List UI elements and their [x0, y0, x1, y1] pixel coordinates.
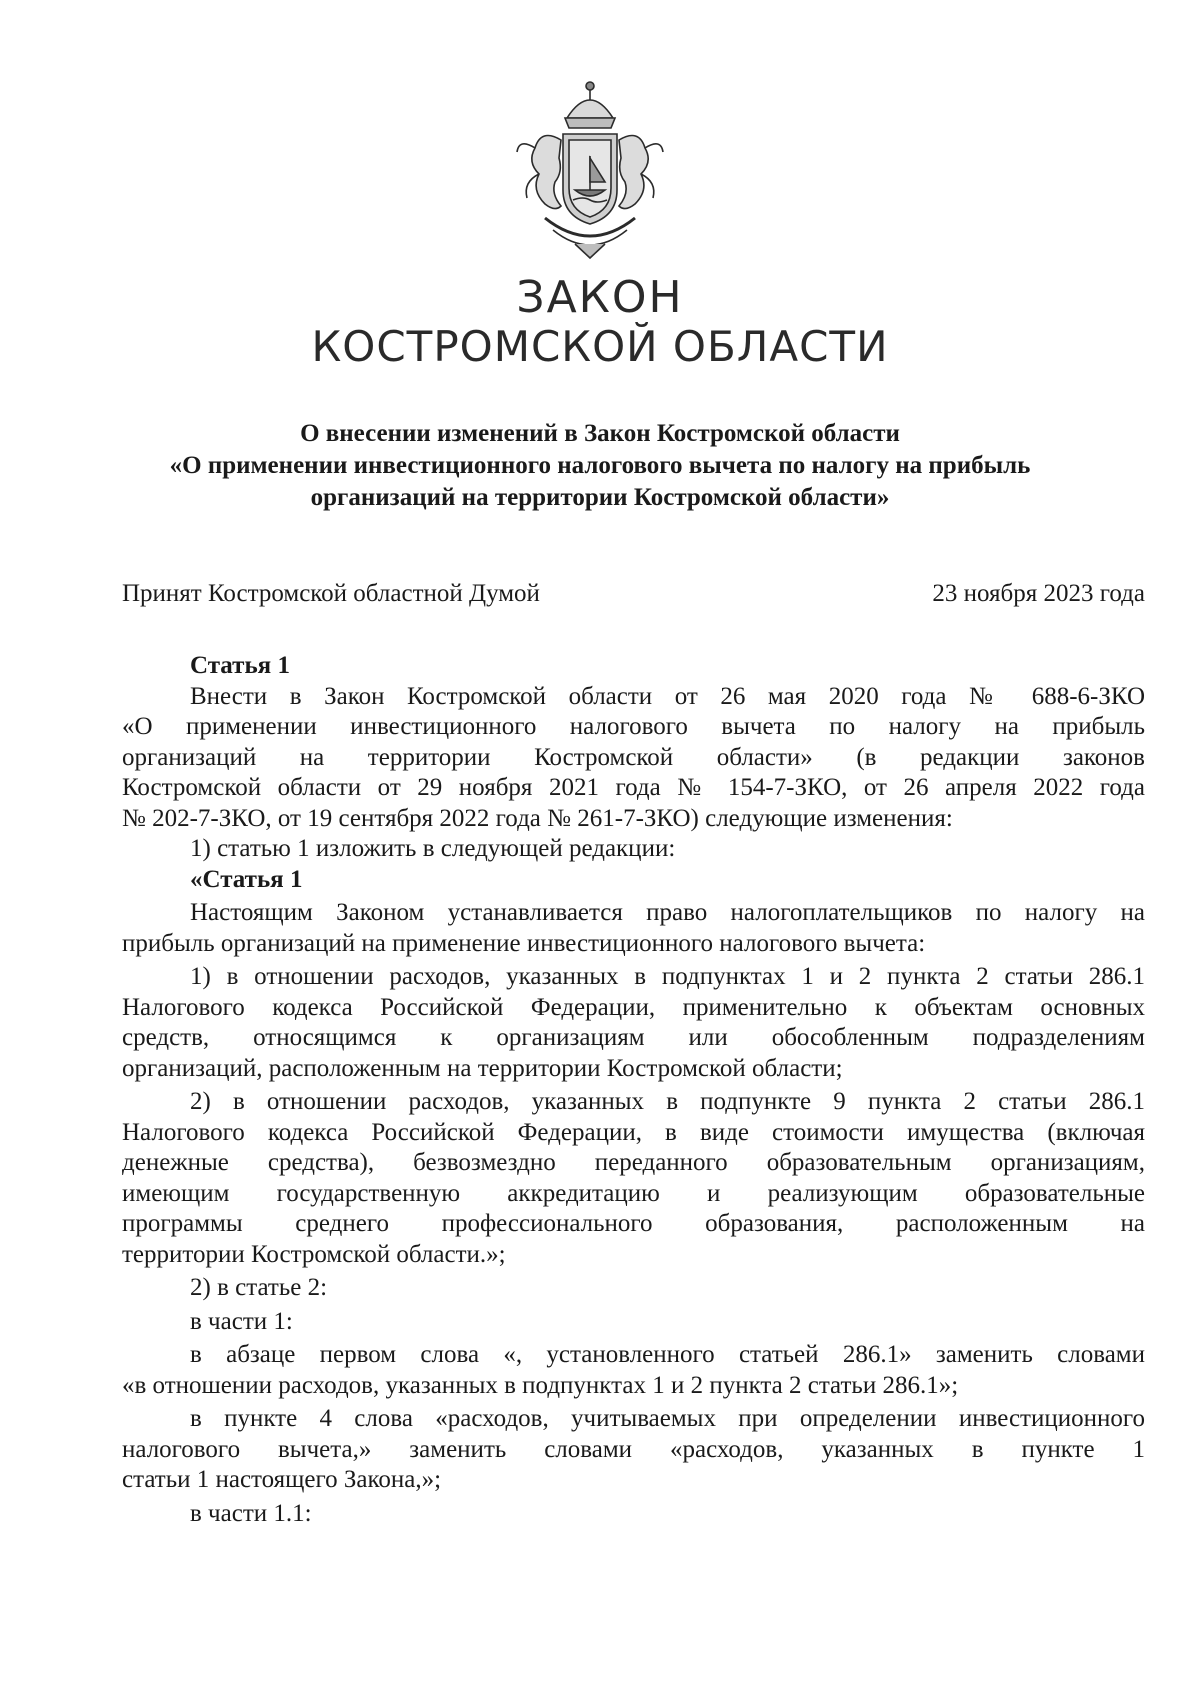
text-line: Налогового кодекса Российской Федерации, применительно к объектам основных [122, 993, 1145, 1021]
text-line: имеющим государственную аккредитацию и реализующим образовательные [122, 1179, 1145, 1207]
title-line: «О применении инвестиционного налогового вычета по налогу на прибыль [169, 452, 1031, 479]
text-line: статьи 1 настоящего Закона,»; [122, 1466, 442, 1493]
text-line: средств, относящимся к организациям или обособленным подразделениям [122, 1024, 1145, 1051]
article-heading: Статья 1 [190, 652, 290, 679]
adoption-line [122, 580, 1145, 608]
text-line: Настоящим Законом устанавливается право налогоплательщиков по налогу на [190, 899, 1145, 926]
kostroma-coat-of-arms-icon [505, 78, 675, 264]
text-line: «в отношении расходов, указанных в подпунктах 1 и 2 пункта 2 статьи 286.1»; [122, 1371, 959, 1399]
text-line: 1) в отношении расходов, указанных в подпунктах 1 и 2 пункта 2 статьи 286.1 [190, 963, 1145, 990]
text-line: организаций, расположенным на территории Костромской области; [122, 1054, 843, 1082]
text-line: 2) в отношении расходов, указанных в подпункте 9 пункта 2 статьи 286.1 [190, 1088, 1145, 1115]
adopted-by: Принят Костромской областной Думой [122, 580, 540, 607]
text-line: налогового вычета,» заменить словами «расходов, указанных в пункте 1 [122, 1435, 1145, 1463]
document-title [100, 418, 1100, 514]
text-line: программы среднего профессионального образования, расположенным на [122, 1210, 1145, 1237]
text-line: организаций на территории Костромской области» (в редакции законов [122, 743, 1145, 771]
text-line: территории Костромской области.»; [122, 1240, 506, 1268]
text-line: в абзаце первом слова «, установленного статьей 286.1» заменить словами [190, 1341, 1145, 1368]
text-line: Внести в Закон Костромской области от 26 мая 2020 года № 688-6-ЗКО [190, 682, 1145, 710]
list-item: 2) в статье 2: [190, 1274, 328, 1301]
adoption-date: 23 ноября 2023 года [932, 580, 1145, 607]
text-line: в части 1: [190, 1307, 293, 1335]
text-line: Налогового кодекса Российской Федерации, в виде стоимости имущества (включая [122, 1118, 1145, 1146]
text-line: в части 1.1: [190, 1499, 312, 1527]
text-line: «О применении инвестиционного налогового вычета по налогу на прибыль [122, 713, 1145, 740]
text-line: денежные средства), безвозмездно переданного образовательным организациям, [122, 1149, 1145, 1176]
quoted-article-heading: «Статья 1 [190, 865, 303, 893]
text-line: прибыль организаций на применение инвестиционного налогового вычета: [122, 929, 926, 957]
region-heading: КОСТРОМСКОЙ ОБЛАСТИ [311, 322, 889, 371]
law-heading: ЗАКОН [516, 272, 684, 323]
title-line: организаций на территории Костромской области» [310, 484, 890, 511]
title-line: О внесении изменений в Закон Костромской области [300, 420, 900, 447]
list-item: 1) статью 1 изложить в следующей редакции: [190, 835, 676, 862]
document-body [122, 651, 1145, 1529]
text-line: № 202-7-ЗКО, от 19 сентября 2022 года № 261-7-ЗКО) следующие изменения: [122, 804, 953, 832]
text-line: в пункте 4 слова «расходов, учитываемых при определении инвестиционного [190, 1405, 1145, 1432]
text-line: Костромской области от 29 ноября 2021 года № 154-7-ЗКО, от 26 апреля 2022 года [122, 774, 1145, 801]
